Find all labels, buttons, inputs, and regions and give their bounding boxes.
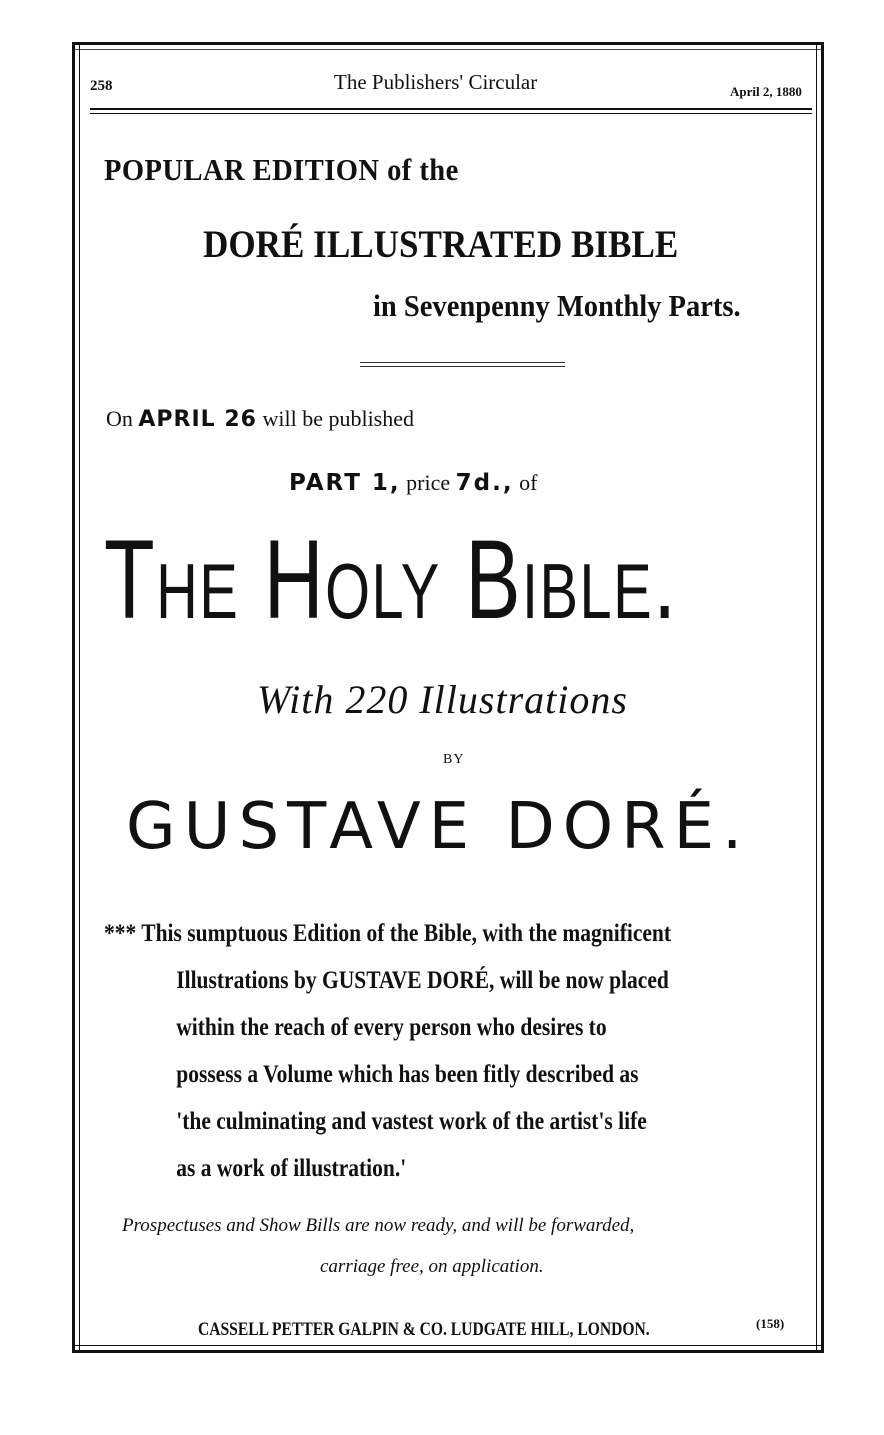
description-line: possess a Volume which has been fitly described as	[176, 1061, 639, 1088]
part-label: PART 1,	[289, 470, 401, 496]
frame-top-border	[72, 42, 824, 50]
description-line: 'the culminating and vastest work of the artist's life	[176, 1108, 647, 1135]
monthly-parts-heading: in Sevenpenny Monthly Parts.	[373, 288, 741, 323]
description-line: Illustrations by GUSTAVE DORÉ, will be now placed	[176, 967, 669, 994]
part-price-line	[289, 470, 537, 496]
journal-title: The Publishers' Circular	[334, 70, 538, 94]
description-line: within the reach of every person who desires to	[176, 1014, 607, 1041]
issue-date: April 2, 1880	[730, 84, 802, 99]
prospectus-note-line-2: carriage free, on application.	[320, 1256, 544, 1277]
artist-name: GUSTAVE DORÉ.	[126, 790, 751, 864]
on-label: On	[106, 406, 133, 431]
price-value: 7d.,	[455, 470, 514, 496]
published-text: will be published	[262, 406, 415, 431]
popular-edition-heading: POPULAR EDITION of the	[104, 152, 459, 187]
of-text: of	[519, 470, 538, 495]
description-paragraph	[104, 910, 716, 1192]
description-line: *** This sumptuous Edition of the Bible, with the magnificent	[104, 920, 672, 947]
section-divider	[360, 362, 565, 367]
publisher-imprint: CASSELL PETTER GALPIN & CO. LUDGATE HILL, LONDON.	[198, 1319, 650, 1340]
dore-bible-heading: DORÉ ILLUSTRATED BIBLE	[203, 223, 679, 266]
illustrations-subtitle: With 220 Illustrations	[257, 677, 628, 722]
prospectus-note-line-1: Prospectuses and Show Bills are now ready, and will be forwarded,	[122, 1215, 635, 1236]
april-date: APRIL 26	[138, 407, 257, 432]
advert-number: (158)	[756, 1316, 785, 1331]
frame-left-border	[72, 43, 80, 1353]
by-label: BY	[443, 752, 465, 767]
main-title: The Holy Bible.	[104, 517, 678, 642]
frame-bottom-border	[72, 1345, 824, 1353]
header-rule	[90, 108, 812, 114]
frame-right-border	[816, 43, 824, 1353]
publication-date-line	[106, 406, 414, 432]
price-text: price	[406, 470, 451, 495]
description-line: as a work of illustration.'	[176, 1155, 407, 1182]
page-number: 258	[90, 78, 113, 94]
